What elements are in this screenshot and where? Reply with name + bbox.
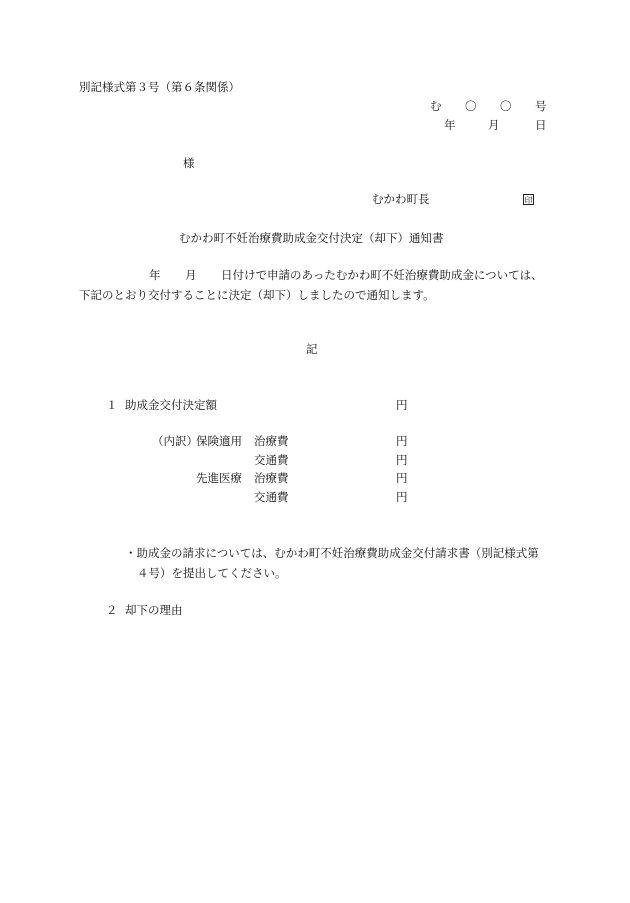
breakdown-unit: 円 [396,471,408,485]
note-line-1: ・助成金の請求については、むかわ町不妊治療費助成金交付請求書（別記様式第 [125,546,539,560]
breakdown-unit: 円 [396,434,408,448]
date-year: 年 [444,118,456,132]
breakdown-item: 治療費 [254,471,289,485]
breakdown-item: 治療費 [254,434,289,448]
breakdown-unit: 円 [396,490,408,504]
breakdown-item: 交通費 [254,453,289,467]
doc-number-mark-2: 〇 [500,99,512,113]
form-label: 別記様式第３号（第６条関係） [79,80,240,94]
sender-seal [523,194,534,206]
date-month: 月 [488,118,500,132]
recipient-honorific: 様 [183,156,195,170]
doc-number-mark-1: 〇 [465,99,477,113]
item-1-label: 助成金交付決定額 [125,398,217,412]
breakdown-label: （内訳） [152,434,198,448]
breakdown-unit: 円 [396,453,408,467]
note-line-2: ４号）を提出してください。 [137,566,287,580]
body-line-1: 日付けで申請のあったむかわ町不妊治療費助成金については、 [221,268,543,282]
seal-mark: 印 [524,196,533,205]
doc-number-prefix: む [430,99,442,113]
date-day: 日 [535,118,547,132]
item-2-number: ２ [106,603,118,617]
item-1-number: １ [106,398,118,412]
document-title: むかわ町不妊治療費助成金交付決定（却下）通知書 [179,231,444,245]
body-year: 年 [149,268,161,282]
body-line-2: 下記のとおり交付することに決定（却下）しましたので通知します。 [79,288,435,302]
breakdown-group-name: 保険適用 [196,434,242,448]
item-2-label: 却下の理由 [125,603,183,617]
body-month: 月 [185,268,197,282]
breakdown-group-name: 先進医療 [196,471,242,485]
item-1-unit: 円 [396,398,408,412]
sender-title: むかわ町長 [372,192,430,206]
breakdown-item: 交通費 [254,490,289,504]
ki-heading: 記 [306,342,318,356]
doc-number-suffix: 号 [535,99,547,113]
